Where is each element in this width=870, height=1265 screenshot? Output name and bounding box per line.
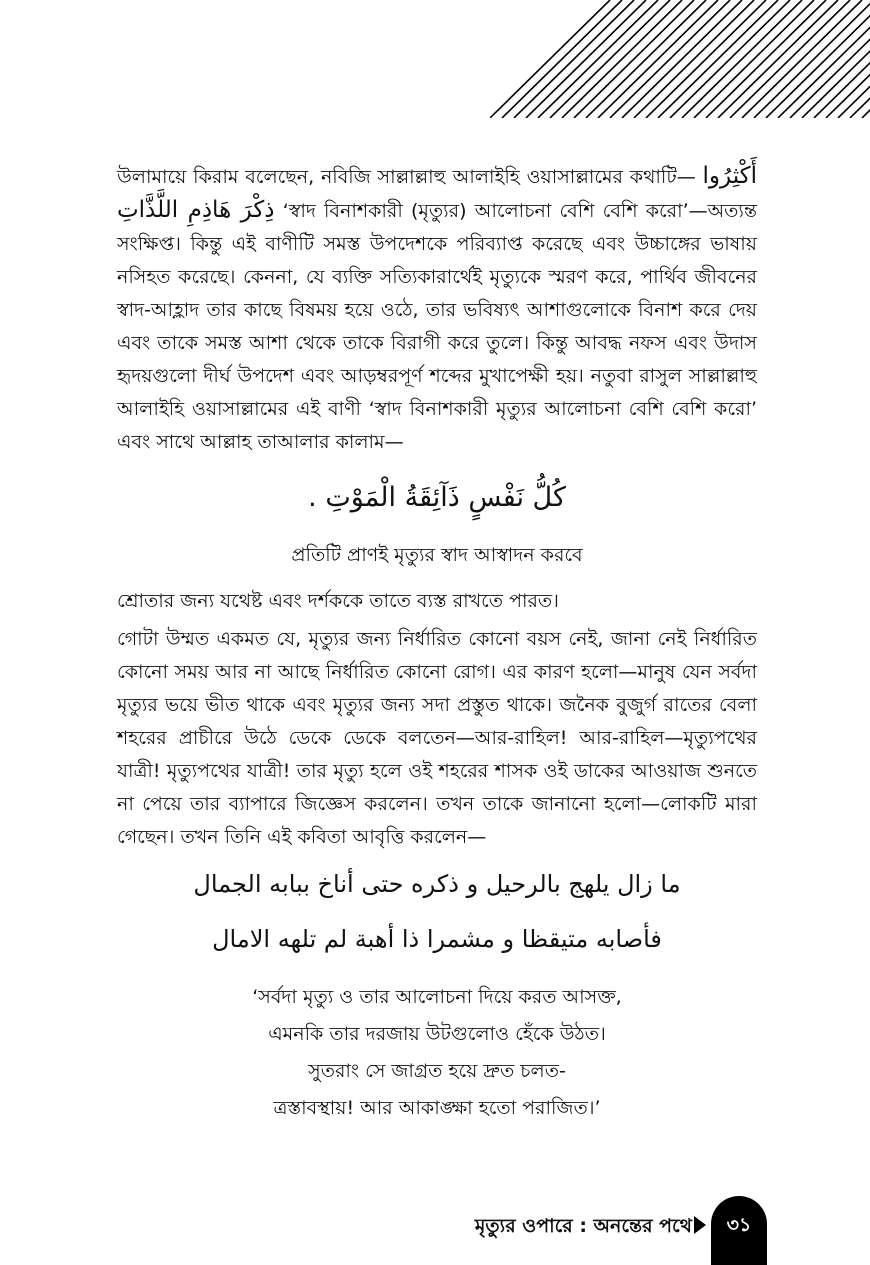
paragraph-sufficient: শ্রোতার জন্য যথেষ্ট এবং দর্শককে তাতে ব্যস্ত রাখতে পারত।: [117, 590, 559, 612]
footer-book-title: মৃত্যুর ওপারে : অনন্তের পথে: [474, 1215, 692, 1237]
verse-translation: প্রতিটি প্রাণই মৃত্যুর স্বাদ আস্বাদন করবে: [291, 544, 583, 566]
paragraph-hadith-intro: [117, 160, 757, 459]
poem-translation-line-2: এমনকি তার দরজায় উটগুলোও হেঁকে উঠত।: [268, 1023, 606, 1045]
arabic-word-akthiru: أَكْثِرُوا: [702, 163, 757, 189]
footer-arrow-icon: [694, 1216, 706, 1234]
page-number: ৩১: [726, 1214, 752, 1236]
poem-translation-line-3: সুতরাং সে জাগ্রত হয়ে দ্রুত চলত-: [308, 1060, 566, 1082]
arabic-poem-line-1: ما زال يلهج بالرحيل و ذكره حتى أناخ ببابه الجمال: [193, 870, 681, 898]
quran-verse: كُلُّ نَفْسٍ ذَآئِقَةُ الْمَوْتِ .: [308, 482, 566, 513]
intro-text: উলামায়ে কিরাম বলেছেন, নবিজি সাল্লাল্লাহু আলাইহি ওয়াসাল্লামের কথাটি—: [117, 166, 696, 188]
poem-translation-line-1: ‘সর্বদা মৃত্যু ও তার আলোচনা দিয়ে করত আসক্ত,: [252, 986, 622, 1008]
hatch-line: [802, 0, 870, 118]
poem-translation-line-4: ত্রস্তাবস্থায়! আর আকাঙ্ক্ষা হতো পরাজিত।’: [273, 1097, 601, 1119]
arabic-phrase-dhikr-hadhim: ذِكْرَ هَاذِمِ اللَّذَّاتِ: [117, 197, 275, 223]
hatch-line: [838, 0, 870, 118]
paragraph-body: ‘স্বাদ বিনাশকারী (মৃত্যুর) আলোচনা বেশি বেশি করো’—অত্যন্ত সংক্ষিপ্ত। কিন্তু এই বাণীটি সমস্ত উপদেশকে পরিব্যাপ্ত করেছে এবং উচ্চাঙ্গের ভাষায় নসিহত করেছে। কেননা, যে ব্যক্তি সত্যিকারার্থেই মৃত্যুকে স্মরণ করে, পার্থিব জীবনের স্বাদ-আহ্লাদ তার কাছে বিষময় হয়ে ওঠে, তার ভবিষ্যৎ আশাগুলোকে বিনাশ করে দেয় এবং তাকে সমস্ত আশা থেকে তাকে বিরাগী করে তুলে। কিন্তু আবদ্ধ নফস এবং উদাস হৃদয়গুলো দীর্ঘ উপদেশ এবং আড়ম্বরপূর্ণ শব্দের মুখাপেক্ষী হয়। নতুবা রাসুল সাল্লাল্লাহু আলাইহি ওয়াসাল্লামের এই বাণী ‘স্বাদ বিনাশকারী মৃত্যুর আলোচনা বেশি বেশি করো’ এবং সাথে আল্লাহ তাআলার কালাম—: [117, 200, 757, 453]
diagonal-hatch-decoration: [490, 0, 870, 118]
arabic-poem-line-2: فأصابه متيقظا و مشمرا ذا أهبة لم تلهه الامال: [212, 925, 662, 953]
hatch-line: [766, 0, 870, 118]
paragraph-ummah: গোটা উম্মত একমত যে, মৃত্যুর জন্য নির্ধারিত কোনো বয়স নেই, জানা নেই নির্ধারিত কোনো সময় আর না আছে নির্ধারিত কোনো রোগ। এর কারণ হলো—মানুষ যেন সর্বদা মৃত্যুর ভয়ে ভীত থাকে এবং মৃত্যুর জন্য সদা প্রস্তুত থাকে। জনৈক বুজুর্গ রাতের বেলা শহরের প্রাচীরে উঠে ডেকে ডেকে বলতেন—আর-রাহিল! আর-রাহিল—মৃত্যুপথের যাত্রী! মৃত্যুপথের যাত্রী! তার মৃত্যু হলে ওই শহরের শাসক ওই ডাকের আওয়াজ শুনতে না পেয়ে তার ব্যাপারে জিজ্ঞেস করলেন। তখন তাকে জানানো হলো—লোকটি মারা গেছেন। তখন তিনি এই কবিতা আবৃত্তি করলেন—: [117, 628, 757, 848]
